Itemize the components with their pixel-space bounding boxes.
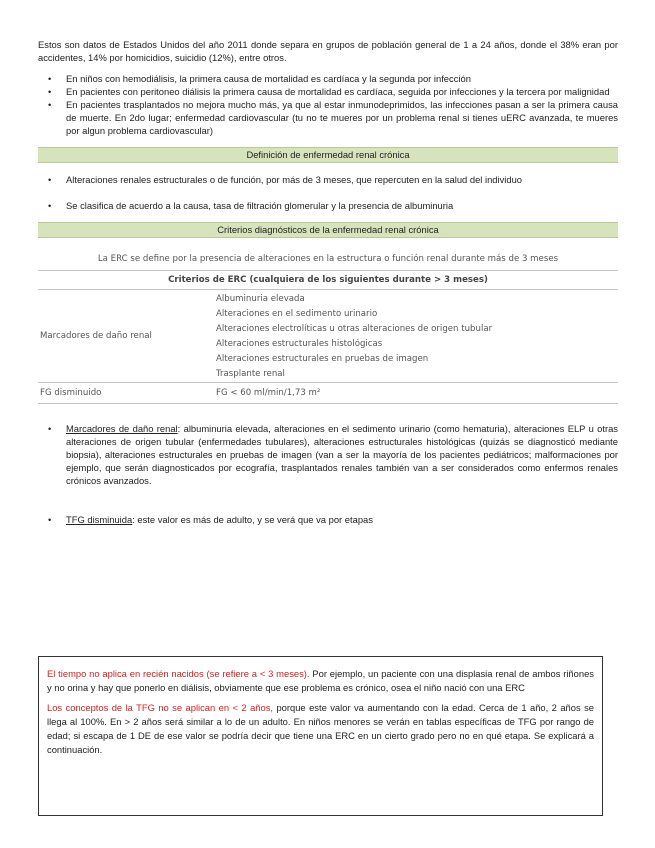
- list-item: • En pacientes con peritoneo diálisis la primera causa de mortalidad es cardíaca, seguida por infecciones y la tercera por malignidad: [48, 86, 610, 97]
- note-paragraph-1: El tiempo no aplica en recién nacidos (se refiere a < 3 meses). Por ejemplo, un paciente con una displasia renal de ambos riñones y no orina y hay que ponerlo en diálisis, obviamente que ese problema es crónico, osea el niño nació con una ERC: [47, 668, 594, 693]
- intro-paragraph: Estos son datos de Estados Unidos del año 2011 donde separa en grupos de población general de 1 a 24 años, donde el 38% eran por accidentes, 14% por homicidios, suicidio (12%), entre otros.: [38, 39, 618, 63]
- bullet-icon: •: [48, 423, 52, 434]
- table-cell: Trasplante renal: [216, 369, 285, 379]
- tfg-list: [38, 513, 618, 526]
- bullet-icon: •: [48, 86, 52, 97]
- definition-heading: Definición de enfermedad renal crónica: [38, 147, 618, 163]
- document-page: [38, 38, 618, 526]
- table-row: [38, 383, 618, 404]
- list-item: • Alteraciones renales estructurales o de función, por más de 3 meses, que repercuten en la salud del individuo: [48, 174, 522, 185]
- markers-list: [38, 422, 618, 487]
- bullet-icon: •: [48, 99, 52, 110]
- list-item: • Se clasifica de acuerdo a la causa, tasa de filtración glomerular y la presencia de albuminuria: [48, 200, 454, 211]
- note-paragraph-2: Los conceptos de la TFG no se aplican en < 2 años, porque este valor va aumentando con la edad. Cerca de 1 año, 2 años se llega al 100%. En > 2 años será similar a lo de un adulto. En niños menores se verán en tablas específicas de TFG por rango de edad; si escapa de 1 DE de ese valor se podría decir que tiene una ERC en un cierto grado pero no en qué etapa. Se explicará a continuación.: [47, 702, 594, 755]
- list-item: • En niños con hemodiálisis, la primera causa de mortalidad es cardíaca y la segunda por infección: [48, 73, 471, 84]
- bullet-icon: •: [48, 514, 52, 525]
- table-cell: Alteraciones electrolíticas u otras alteraciones de origen tubular: [216, 324, 493, 334]
- criteria-heading: Criterios diagnósticos de la enfermedad renal crónica: [38, 222, 618, 238]
- table-cell: Alteraciones en el sedimento urinario: [216, 309, 378, 319]
- table-header: Criterios de ERC (cualquiera de los siguientes durante > 3 meses): [38, 271, 618, 290]
- bullet-icon: •: [48, 174, 52, 185]
- table-intro: La ERC se define por la presencia de alteraciones en la estructura o función renal durante más de 3 meses: [38, 248, 618, 271]
- table-cell: Albuminuria elevada: [216, 294, 305, 304]
- note-box: [38, 656, 603, 816]
- fg-value: FG < 60 ml/min/1,73 m²: [216, 383, 618, 404]
- list-item: • TFG disminuida: este valor es más de adulto, y se verá que va por etapas: [48, 514, 373, 525]
- definition-list: [38, 173, 618, 212]
- table-row: [38, 290, 618, 383]
- damage-label: Marcadores de daño renal: [38, 290, 216, 383]
- fg-label: FG disminuido: [38, 383, 216, 404]
- erc-criteria-table: [38, 248, 618, 404]
- mortality-list: [38, 72, 618, 137]
- list-item: • Marcadores de daño renal: albuminuria elevada, alteraciones en el sedimento urinario (como hematuria), alteraciones ELP u otras alteraciones de origen tubular (enfermedades tubulares), alteraciones estructurales histológicas (quizás se diagnosticó mediante biopsia), alteraciones estructurales en pruebas de imagen (van a ser la mayoría de los pacientes pediátricos; malformaciones por ejemplo, que serán diagnosticados por ecografía, trasplantados renales también van a ser considerados como enfermos renales crónicos avanzados.: [48, 423, 618, 486]
- bullet-icon: •: [48, 73, 52, 84]
- table-cell: Alteraciones estructurales histológicas: [216, 339, 383, 349]
- damage-items: [216, 290, 618, 383]
- list-item: • En pacientes trasplantados no mejora mucho más, ya que al estar inmunodeprimidos, las infecciones pasan a ser la primera causa de muerte. En 2do lugar; enfermedad cardiovascular (tu no te mueres por un problema renal si tienes uERC avanzada, te mueres por algun problema cardiovascular): [48, 99, 618, 136]
- table-cell: Alteraciones estructurales en pruebas de imagen: [216, 354, 429, 364]
- bullet-icon: •: [48, 200, 52, 211]
